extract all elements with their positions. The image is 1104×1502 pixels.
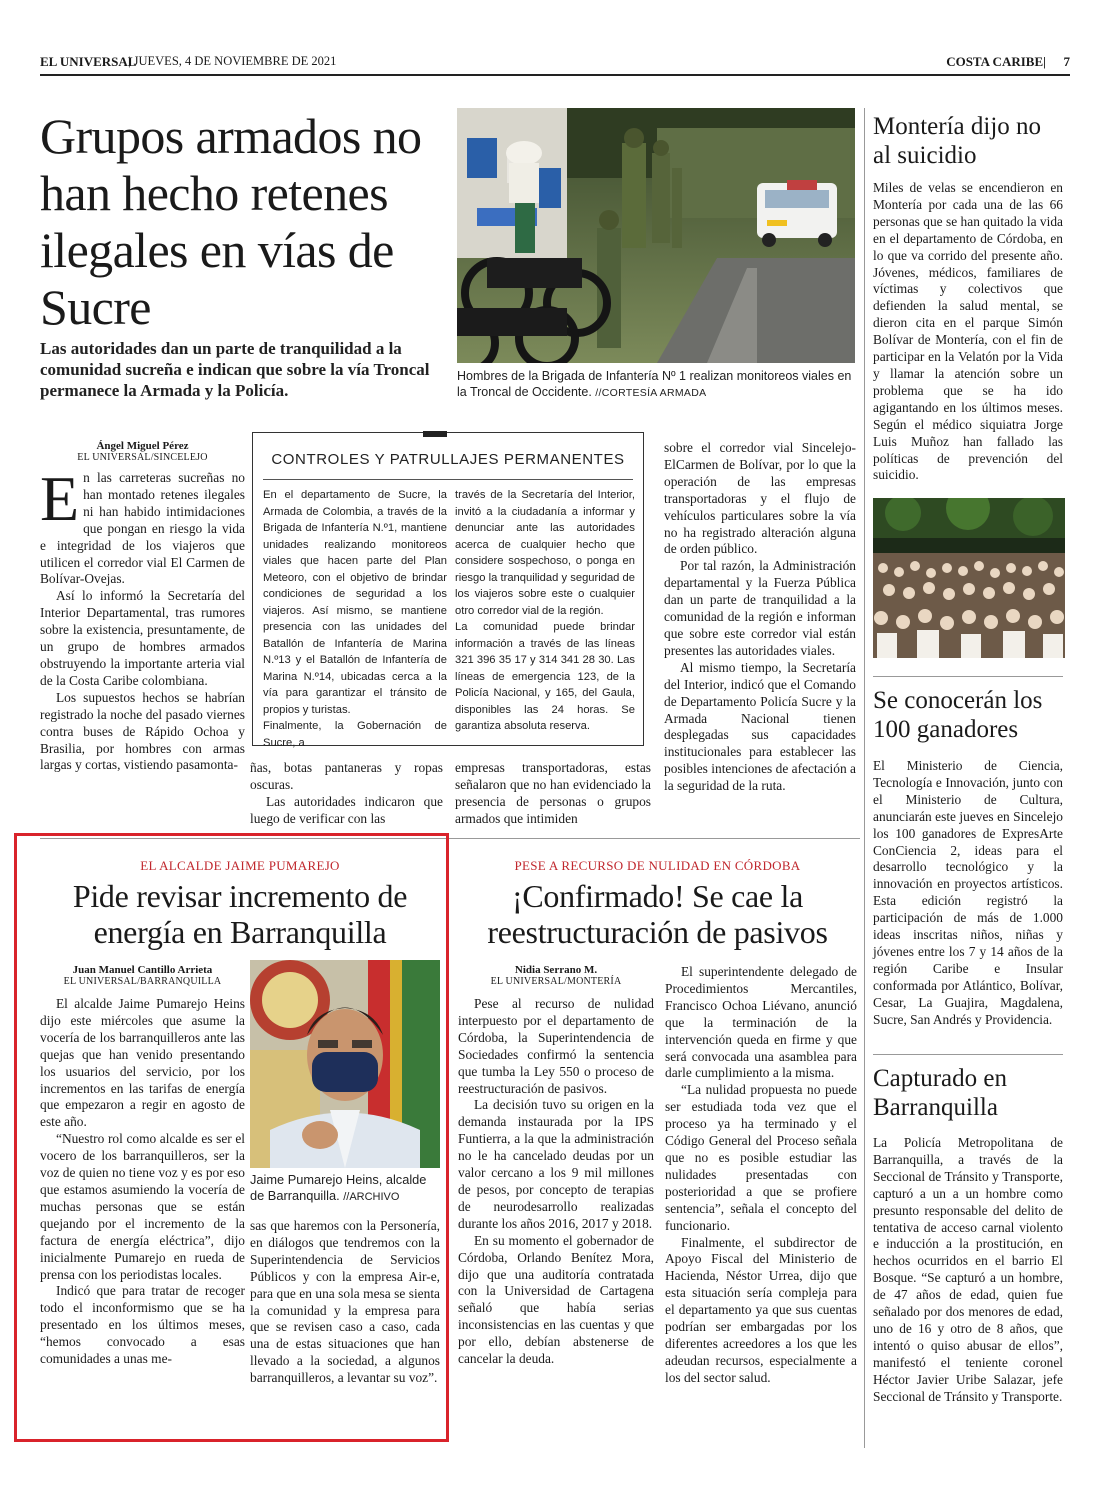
pumarejo-col2-cont: sas que haremos con la Personería, en diálogos que tendremos con la Superintendencia de Servicios Públicos y con la empresa Air-e, para que en una sola mesa se sienta la comunidad y la empresa para que se revisen caso a caso, cada una de estas situaciones que han llevado a la sociedad, a algunos barranquilleros, a levantar su voz”. bbox=[250, 1218, 440, 1386]
right-story3-text: La Policía Metropolitana de Barranquilla, a través de la Seccional de Tránsito y Transporte, capturó a un a un hombre como presunto responsable del delito de tentativa de acceso carnal violento e inducción a la prostitución, en hechos ocurridos en el barrio El Bosque. “Se capturó a un hombre, de 47 años de edad, quien fue señalado por dos menores de edad, uno de 16 y otro de 8 años, que intentó o quiso abusar de ellos”, manifestó el teniente coronel Héctor Javier Uribe Salazar, jefe Seccional de Tránsito y Transporte. bbox=[873, 1135, 1063, 1404]
crowd-illustration bbox=[873, 498, 1065, 658]
main-col1-first: n las carreteras sucreñas no han montado retenes ilegales ni han habido intimidaciones que pongan en riesgo la vida e integridad de los viajeros que utilicen el corredor vial El Carmen de Bolívar-Ovejas. bbox=[40, 470, 245, 587]
right-story2-body bbox=[873, 758, 1063, 1029]
drop-cap: E bbox=[40, 463, 80, 534]
pumarejo-kicker: EL ALCALDE JAIME PUMAREJO bbox=[140, 858, 340, 873]
main-headline: Grupos armados no han hecho retenes ilegales en vías de Sucre bbox=[40, 108, 422, 335]
main-deck: Las autoridades dan un parte de tranquilidad a la comunidad sucreña e indican que sobre la vía Troncal permanece la Armada y la Policía. bbox=[40, 339, 430, 400]
right-story2-headline: Se conocerán los 100 ganadores bbox=[873, 687, 1043, 743]
box-top-tab bbox=[423, 431, 447, 437]
main-col1-p2: Así lo informó la Secretaría del Interior Departamental, tras rumores sobre la existencia, presuntamente, de un grupo de hombres armados obstruyendo la importante arteria vial de la Costa Caribe colombiana. bbox=[40, 588, 245, 688]
main-byline bbox=[40, 440, 245, 463]
main-col-2 bbox=[250, 760, 443, 828]
right-story1-text: Miles de velas se encendieron en Montería por cada una de las 66 personas que se han quitado la vida en el departamento de Córdoba, en lo que va corrido del presente año. Jóvenes, médicos, familiares de víctimas y colectivos que defienden la salud mental, se dieron cita en el parque Simón Bolívar de Montería, con el fin de participar en la Velatón por la Vida y llamar la atención sobre un problema que se ha ido agigantando en los últimos meses. Según el médico siquiatra Jorge Luis Muñoz han fallado las políticas de prevención del suicidio. bbox=[873, 180, 1063, 483]
box-col-1 bbox=[263, 487, 447, 751]
pasivos-kicker: PESE A RECURSO DE NULIDAD EN CÓRDOBA bbox=[514, 858, 801, 873]
military-checkpoint-illustration bbox=[457, 108, 855, 363]
right-story3-body bbox=[873, 1135, 1063, 1406]
main-photo bbox=[457, 108, 855, 363]
main-col2-p2: Las autoridades indicaron que luego de verificar con las bbox=[250, 793, 443, 826]
pumarejo-headline: Pide revisar incremento de energía en Barranquilla bbox=[72, 878, 408, 950]
main-col-1 bbox=[40, 463, 245, 774]
right-story3-headline: Capturado en Barranquilla bbox=[873, 1065, 1007, 1121]
box-title: CONTROLES Y PATRULLAJES PERMANENTES bbox=[271, 451, 625, 468]
pumarejo-p2: “Nuestro rol como alcalde es ser el vocero de los barranquilleros, ser la voz de quien no tiene voz y es por eso que estamos asumiendo la vocería de muchas personas que se están quejando por el incremento de la factura de energía eléctrica”, dijo inicialmente Pumarejo en rueda de prensa con los periodistas locales. bbox=[40, 1131, 245, 1282]
pasivos-col-1 bbox=[458, 996, 654, 1368]
byline-org: EL UNIVERSAL/MONTERÍA bbox=[490, 976, 622, 987]
masthead-section: COSTA CARIBE| bbox=[946, 54, 1046, 69]
main-col-3 bbox=[455, 760, 651, 828]
page-number: 7 bbox=[1063, 54, 1070, 69]
pasivos-col2-p2: “La nulidad propuesta no puede ser estudiada toda vez que el proceso ya ha terminado y el Código General del Proceso señala que no es posible estudiar las nulidades presentadas con posterioridad a que se profiere sentencia”, señala el concepto del funcionario. bbox=[665, 1082, 857, 1233]
main-col1-p3: Los supuestos hechos se habrían registrado la noche del pasado viernes contra buses de Rápido Ochoa y Brasilia, por hombres con armas largas y cortas, vistiendo pasamonta- bbox=[40, 689, 245, 773]
caption-credit: //ARCHIVO bbox=[343, 1191, 400, 1203]
byline-org: EL UNIVERSAL/SINCELEJO bbox=[77, 452, 208, 463]
main-col4-cont: sobre el corredor vial Sincelejo-ElCarmen de Bolívar, por lo que la operación de las empresas transportadoras y el flujo de vehículos particulares sobre la vía no ha registrado alteración alguna de orden público. bbox=[664, 440, 856, 557]
right-story1-body bbox=[873, 180, 1063, 484]
right-story3-rule bbox=[873, 1054, 1063, 1055]
pumarejo-p1: El alcalde Jaime Pumarejo Heins dijo este miércoles que asume la vocería de los barranquilleros ante las quejas que han venido presentando los usuarios del servicio, por los incrementos en las tarifas de energía que empezaron a regir en agosto de este año. bbox=[40, 996, 245, 1130]
pumarejo-photo-caption bbox=[250, 1172, 440, 1205]
box-col1-p2: Finalmente, la Gobernación de Sucre, a bbox=[263, 720, 447, 749]
caption-text: Jaime Pumarejo Heins, alcalde de Barranquilla. bbox=[250, 1172, 427, 1203]
masthead-brand: EL UNIVERSAL bbox=[40, 54, 137, 69]
pasivos-col2-p1: El superintendente delegado de Procedimientos Mercantiles, Francisco Ochoa Liévano, anunció que la terminación de la intervención queda en firme y que será convocada una asamblea para darle cumplimiento a la misma. bbox=[665, 964, 857, 1081]
main-col2-cont: ñas, botas pantaneras y ropas oscuras. bbox=[250, 760, 443, 792]
pumarejo-col-2 bbox=[250, 1218, 440, 1387]
main-col4-p3: Al mismo tiempo, la Secretaría del Interior, indicó que el Comando de Departamento Policía Sucre y la Armada Nacional tienen desplegadas sus capacidades institucionales para establecer las posibles intenciones de afectación a la seguridad de la ruta. bbox=[664, 659, 856, 794]
pumarejo-col-1 bbox=[40, 996, 245, 1368]
pasivos-byline bbox=[458, 964, 654, 987]
main-col3-cont: empresas transportadoras, estas señalaron que no han evidenciado la presencia de personas o grupos armados que intimiden bbox=[455, 760, 651, 826]
velaton-photo bbox=[873, 498, 1065, 658]
caption-credit: //CORTESÍA ARMADA bbox=[595, 387, 707, 399]
portrait-illustration bbox=[250, 960, 440, 1168]
pasivos-col2-p3: Finalmente, el subdirector de Apoyo Fiscal del Ministerio de Hacienda, Néstor Urrea, dijo que esta situación sería compleja para el departamento ya que sus cuentas podrían ser embargadas por los diferentes acreedores a los que les adeudan recursos, especialmente a los del sector salud. bbox=[665, 1234, 857, 1385]
caption-text: Hombres de la Brigada de Infantería Nº 1 realizan monitoreos viales en la Troncal de Occidente. bbox=[457, 369, 852, 399]
byline-name: Nidia Serrano M. bbox=[514, 964, 598, 976]
main-col-4 bbox=[664, 440, 856, 795]
pasivos-p3: En su momento el gobernador de Córdoba, Orlando Benítez Mora, dijo que una auditoría contratada con la Universidad de Cartagena señaló que había serias inconsistencias en las cuentas y que por ello, debían abstenerse de cancelar la deuda. bbox=[458, 1232, 654, 1367]
masthead-date: | JUEVES, 4 DE NOVIEMBRE DE 2021 bbox=[128, 54, 337, 68]
pasivos-col-2 bbox=[665, 964, 857, 1387]
pumarejo-byline bbox=[40, 964, 245, 987]
right-story1-headline: Montería dijo no al suicidio bbox=[873, 113, 1042, 169]
right-column-rule bbox=[864, 108, 865, 1448]
pumarejo-photo bbox=[250, 960, 440, 1168]
pasivos-p1: Pese al recurso de nulidad interpuesto por el departamento de Córdoba, la Superintendencia de Sociedades confirmó la sentencia que tumba la Ley 550 o proceso de reestructuración de pasivos. bbox=[458, 996, 654, 1096]
byline-org: EL UNIVERSAL/BARRANQUILLA bbox=[63, 976, 222, 987]
sidebar-box bbox=[252, 432, 644, 749]
box-col2-p1: través de la Secretaría del Interior, invitó a la ciudadanía a informar y denunciar ante las autoridades acerca de cualquier hecho que considere sospechoso, o ponga en riesgo la tranquilidad y seguridad de los viajeros sobre este o cualquier otro corredor vial de la región. bbox=[455, 489, 635, 617]
byline-name: Ángel Miguel Pérez bbox=[96, 440, 189, 452]
box-col1-p1: En el departamento de Sucre, la Armada de Colombia, a través de la Brigada de Infantería N.º1, mantiene unidades realizando monitoreos viales que hacen parte del Plan Meteoro, con el objetivo de brindar condiciones de seguridad a los viajeros. Así mismo, se mantiene presencia con las unidades del Batallón de Infantería de Marina N.º13 y el Batallón de Infantería de Marina N.º14, ubicadas cerca a la vía para garantizar el tránsito de propios y turistas. bbox=[263, 489, 447, 716]
masthead-rule bbox=[40, 74, 1070, 76]
byline-name: Juan Manuel Cantillo Arrieta bbox=[72, 964, 213, 976]
pumarejo-p3: Indicó que para tratar de recoger todo el inconformismo que se ha presentado en los últimos meses, “hemos convocado a esas comunidades a unas me- bbox=[40, 1283, 245, 1367]
box-col2-p2: La comunidad puede brindar información a través de las líneas 321 396 35 17 y 314 341 28 30. Las líneas de emergencia 123, de la Policía Nacional, y 165, del Gaula, disponibles las 24 horas. Se garantiza absoluta reserva. bbox=[455, 621, 635, 732]
pasivos-p2: La decisión tuvo su origen en la demanda instaurada por la IPS Funtierra, a la que la administración no le ha cancelado deudas por un valor cercano a los 9 mil millones de pesos, por concepto de terapias de neurodesarrollo realizadas durante los años 2016, 2017 y 2018. bbox=[458, 1097, 654, 1231]
box-title-rule bbox=[263, 479, 633, 480]
main-photo-caption bbox=[457, 368, 857, 401]
box-col-2 bbox=[455, 487, 635, 735]
right-story2-text: El Ministerio de Ciencia, Tecnología e Innovación, junto con el Ministerio de Cultura, anunciarán este jueves en Sincelejo los 100 ganadores de ExpresArte ConCiencia 2, ideas para el desarrollo tecnológico y la innovación en proyectos artísticos. Esta edición registró la participación de más de 1.000 ideas inscritas niños, niñas y jóvenes entre los 7 y 14 años de la región Caribe e Insular conformada por Atlántico, Bolívar, Cesar, La Guajira, Magdalena, Sucre, San Andrés y Providencia. bbox=[873, 758, 1063, 1027]
pasivos-headline: ¡Confirmado! Se cae la reestructuración de pasivos bbox=[487, 878, 828, 950]
right-story2-rule bbox=[873, 676, 1063, 677]
main-col4-p2: Por tal razón, la Administración departamental y la Fuerza Pública dan un parte de tranquilidad a la comunidad de la región e informan que sobre este corredor vial están presentes las autoridades viales. bbox=[664, 558, 856, 658]
masthead bbox=[40, 54, 1070, 74]
